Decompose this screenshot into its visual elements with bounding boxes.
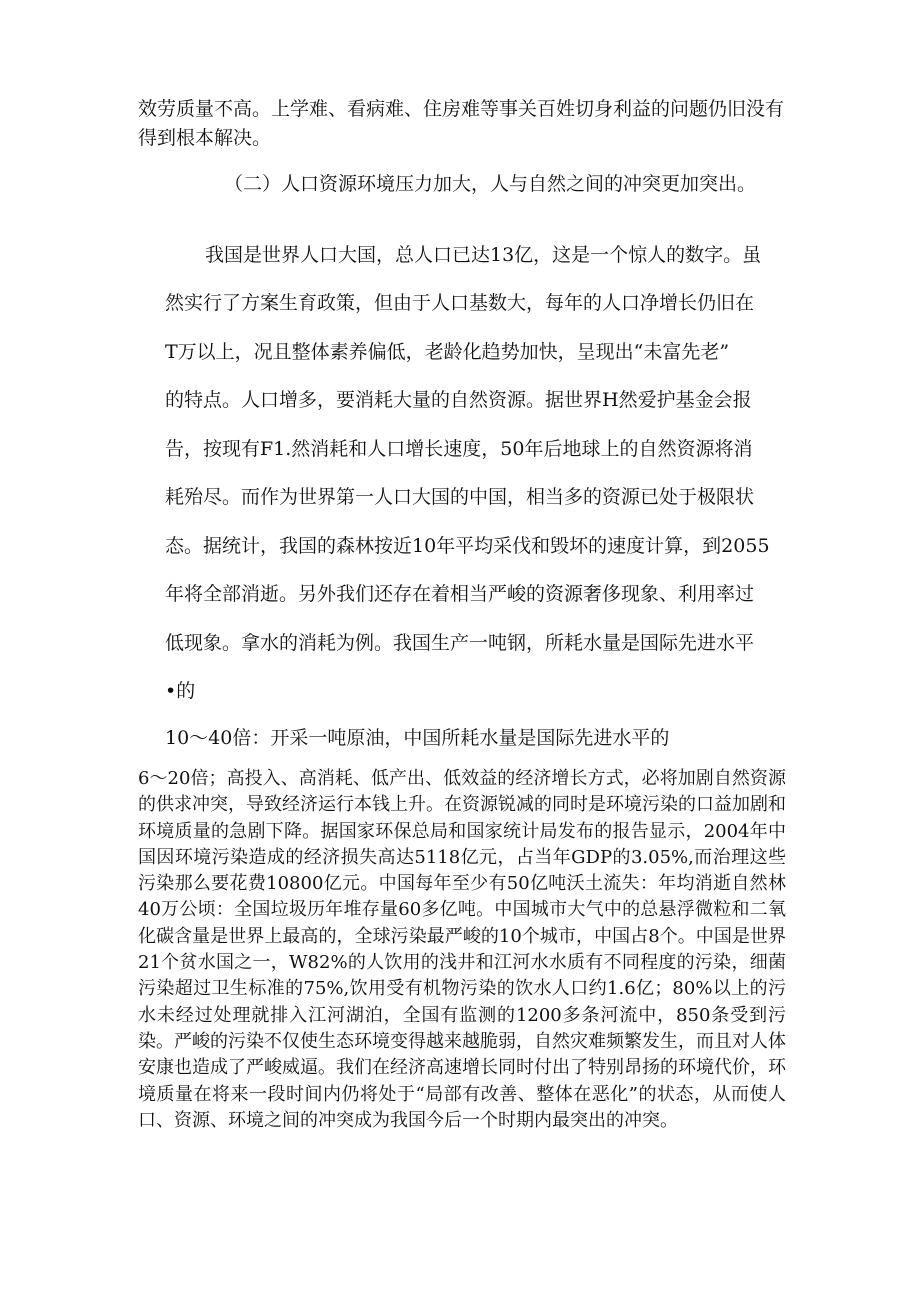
paragraph-line: 的特点。人口增多，要消耗大量的自然资源。据世界H然爱护基金会报 xyxy=(165,389,752,411)
paragraph-line: 然实行了方案生育政策，但由于人口基数大，每年的人口净增长仍旧在 xyxy=(165,292,755,314)
paragraph-line: 低现象。拿水的消耗为例。我国生产一吨钢，所耗水量是国际先进水平 xyxy=(165,632,755,654)
paragraph-continued: 效劳质量不高。上学难、看病难、住房难等事关百姓切身利益的问题仍旧没有得到根本解决。 xyxy=(138,98,785,149)
paragraph-line: 告，按现有F1.然消耗和人口增长速度，50年后地球上的自然资源将消 xyxy=(165,438,753,460)
paragraph-line: 10～40倍：开采一吨原油，中国所耗水量是国际先进水平的 xyxy=(165,727,670,749)
paragraph-environment: 6～20倍；高投入、高消耗、低产出、低效益的经济增长方式，必将加剧自然资源的供求冲突，导致经济运行本钱上升。在资源锐减的同时是环境污染的口益加剧和环境质量的急剧下降。据国家环保总局和国家统计局发布的报告显示，2004年中国因环境污染造成的经济损失高达5118亿元，占当年GDP的3.05%,而治理这些污染那么要花费10800亿元。中国每年至少有50亿吨沃土流失：年均消逝自然林40万公顷：全国垃圾历年堆存量60多亿吨。中国城市大气中的总悬浮微粒和二氧化碳含量是世界上最高的，全球污染最严峻的10个城市，中国占8个。中国是世界21个贫水国之一，W82%的人饮用的浅井和江河水水质有不同程度的污染，细菌污染超过卫生标准的75%,饮用受有机物污染的饮水人口约1.6亿；80%以上的污水未经过处理就排入江河湖泊，全国有监测的1200多条河流中，850条受到污染。严峻的污染不仅使生态环境变得越来越脆弱，自然灾难频繁发生，而且对人体安康也造成了严峻威逼。我们在经济高速增长同时付出了特别昂扬的环境代价，环境质量在将来一段时间内仍将处于“局部有改善、整体在恶化”的状态，从而使人口、资源、环境之间的冲突成为我国今后一个时期内最突出的冲突。 xyxy=(138,768,786,1131)
paragraph-line: •的 xyxy=(165,680,196,702)
paragraph-line: 年将全部消逝。另外我们还存在着相当严峻的资源奢侈现象、利用率过 xyxy=(165,583,755,605)
paragraph-line: 态。据统计，我国的森林按近10年平均采伐和毁坏的速度计算，到2055 xyxy=(165,535,770,557)
paragraph-line: 我国是世界人口大国，总人口已达13亿，这是一个惊人的数字。虽 xyxy=(205,244,762,266)
section-heading: （二）人口资源环境压力加大，人与自然之间的冲突更加突出。 xyxy=(224,173,757,195)
paragraph-line: T万以上，况且整体素养偏低，老龄化趋势加快，呈现出“未富先老” xyxy=(165,341,730,363)
paragraph-line: 耗殆尽。而作为世界第一人口大国的中国，相当多的资源已处于极限状 xyxy=(165,486,755,508)
